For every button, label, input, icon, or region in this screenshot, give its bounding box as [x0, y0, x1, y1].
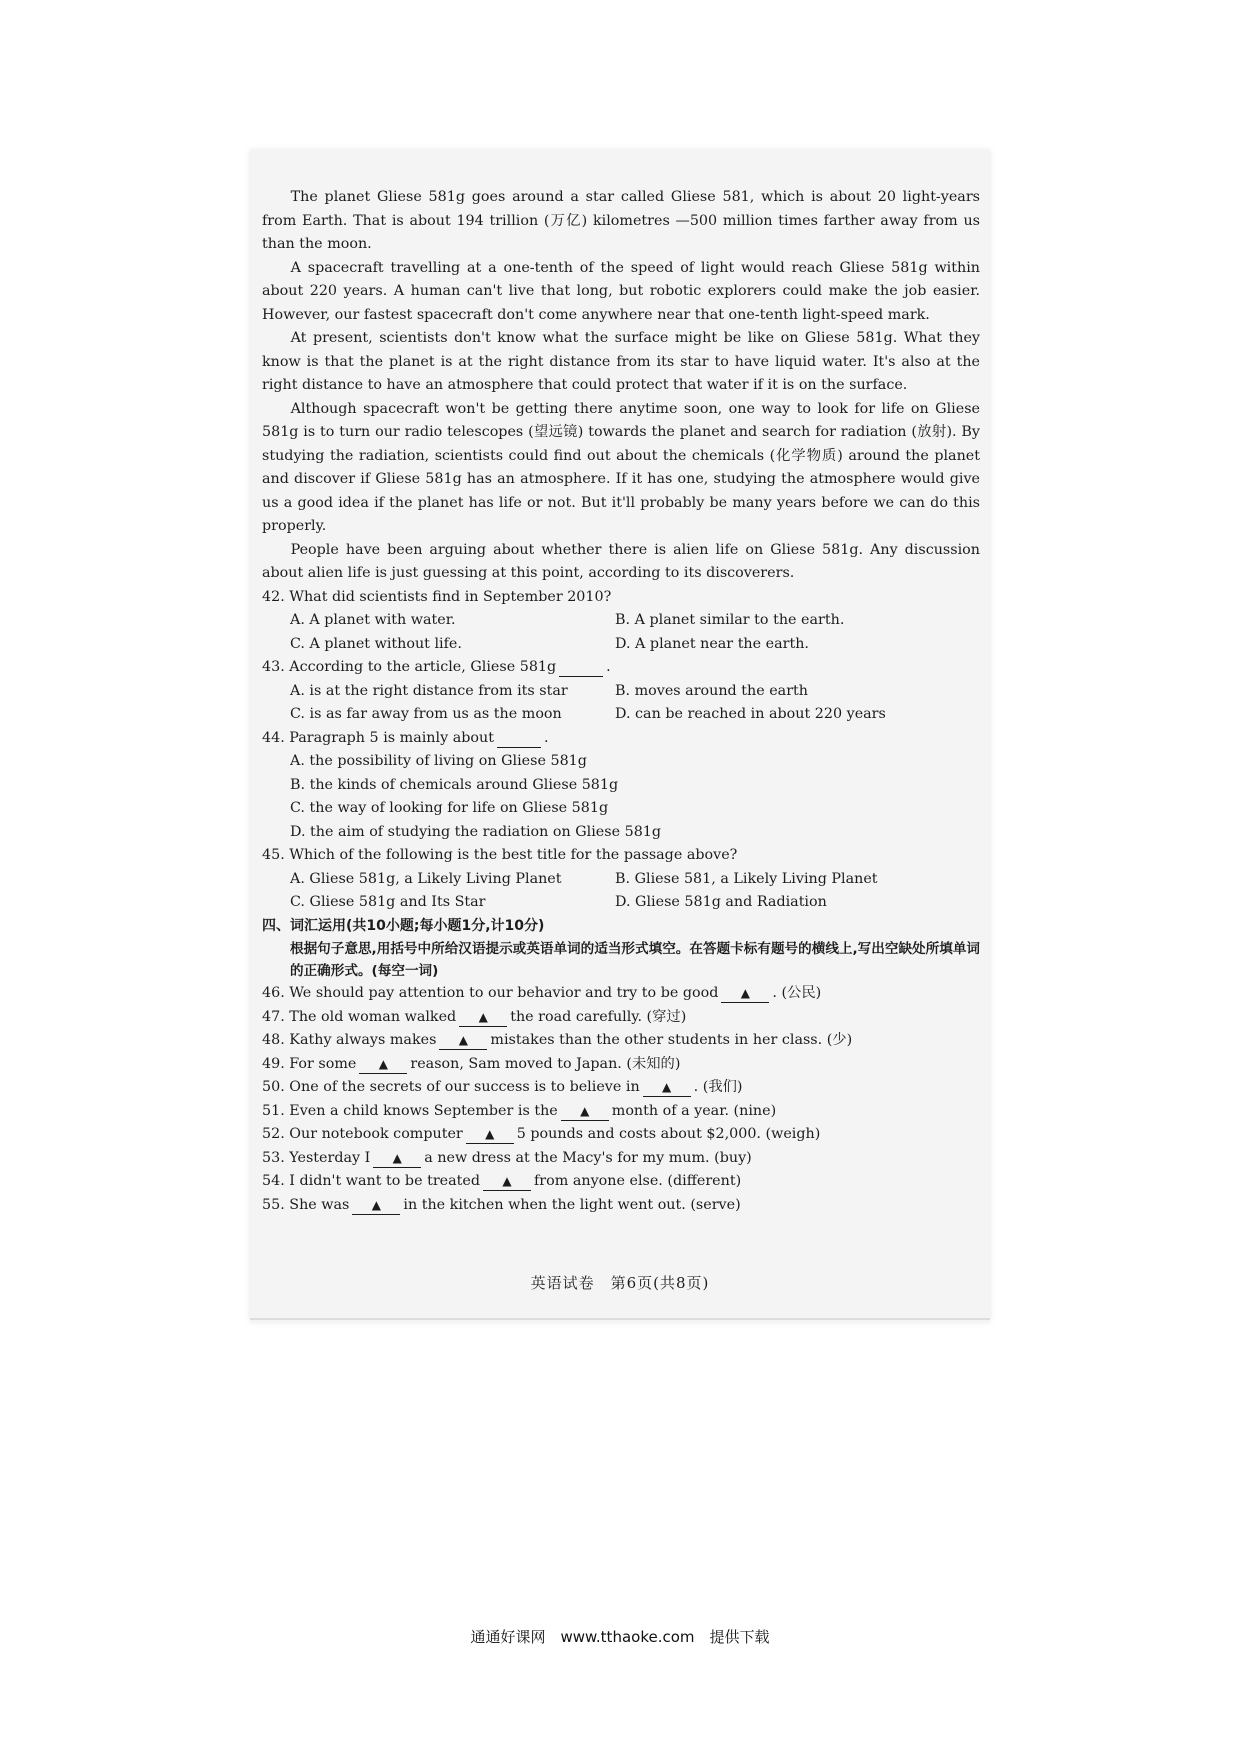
answer-blank — [466, 1125, 514, 1144]
question-stem: 45. Which of the following is the best title for the passage above? — [262, 847, 738, 863]
fill-item-text: 46. We should pay attention to our behavior and try to be good — [262, 985, 719, 1001]
option-c: C. A planet without life. — [290, 635, 462, 652]
triangle-icon: ▲ — [378, 1056, 388, 1071]
answer-blank — [459, 1008, 507, 1027]
question-stem-end: . — [606, 659, 611, 675]
fill-item-50 — [262, 1076, 980, 1100]
answer-blank — [352, 1196, 400, 1215]
fill-item-hint: . (公民) — [772, 985, 822, 1001]
passage-paragraph-3: At present, scientists don't know what the surface might be like on Gliese 581g. What they know is that the planet is at the right distance from its star to have liquid water. It's also at the right distance to have an atmosphere that could protect that water if it is on the surface. — [262, 330, 980, 393]
option-a: A. the possibility of living on Gliese 581g — [290, 753, 587, 769]
answer-blank — [373, 1149, 421, 1168]
fill-item-hint: . (我们) — [693, 1079, 743, 1095]
fill-item-hint: mistakes than the other students in her class. (少) — [490, 1032, 853, 1048]
fill-item-hint: in the kitchen when the light went out. (serve) — [403, 1196, 741, 1213]
fill-item-55 — [262, 1194, 980, 1218]
option-c: C. the way of looking for life on Gliese 581g — [290, 800, 609, 816]
fill-item-hint: a new dress at the Macy's for my mum. (buy) — [424, 1149, 752, 1166]
answer-blank — [561, 1102, 609, 1121]
fill-item-47 — [262, 1006, 980, 1030]
fill-item-hint: from anyone else. (different) — [534, 1173, 742, 1189]
fill-item-53 — [262, 1147, 980, 1171]
fill-item-49 — [262, 1053, 980, 1077]
fill-item-text: 52. Our notebook computer — [262, 1126, 463, 1142]
fill-item-text: 55. She was — [262, 1196, 350, 1213]
fill-item-52 — [262, 1123, 980, 1147]
site-footer: 通通好课网 www.tthaoke.com 提供下载 — [470, 1628, 770, 1646]
fill-item-54 — [262, 1170, 980, 1194]
fill-item-hint: reason, Sam moved to Japan. (未知的) — [410, 1055, 681, 1072]
fill-item-48 — [262, 1029, 980, 1053]
question-stem — [262, 727, 980, 751]
triangle-icon: ▲ — [371, 1197, 381, 1212]
answer-blank — [721, 984, 769, 1003]
fill-item-text: 54. I didn't want to be treated — [262, 1173, 481, 1189]
fill-item-text: 49. For some — [262, 1055, 357, 1072]
option-b: B. the kinds of chemicals around Gliese 581g — [290, 776, 619, 793]
passage-paragraph-1: The planet Gliese 581g goes around a star called Gliese 581, which is about 20 light-years from Earth. That is about 194 trillion (万亿) kilometres —500 million times farther away from us than the moon. — [262, 189, 980, 252]
triangle-icon: ▲ — [392, 1150, 402, 1165]
answer-blank — [497, 729, 541, 748]
answer-blank — [483, 1172, 531, 1191]
question-44 — [262, 727, 980, 845]
question-43 — [262, 656, 980, 727]
fill-item-hint: month of a year. (nine) — [611, 1102, 777, 1119]
triangle-icon: ▲ — [580, 1103, 590, 1118]
option-d: D. the aim of studying the radiation on Gliese 581g — [290, 823, 662, 840]
section-instruction: 根据句子意思,用括号中所给汉语提示或英语单词的适当形式填空。在答题卡标有题号的横线上,写出空缺处所填单词的正确形式。(每空一词) — [290, 941, 981, 979]
triangle-icon: ▲ — [662, 1080, 672, 1094]
option-a: A. Gliese 581g, a Likely Living Planet — [290, 870, 562, 887]
fill-item-text: 50. One of the secrets of our success is to believe in — [262, 1079, 640, 1095]
fill-item-text: 47. The old woman walked — [262, 1008, 457, 1025]
option-list — [262, 680, 980, 727]
passage-paragraph-5: People have been arguing about whether there is alien life on Gliese 581g. Any discussion about alien life is just guessing at this point, according to its discoverers. — [262, 541, 980, 581]
fill-item-text: 48. Kathy always makes — [262, 1032, 437, 1048]
option-b: B. moves around the earth — [615, 682, 808, 699]
passage-paragraph-4: Although spacecraft won't be getting there anytime soon, one way to look for life on Gliese 581g is to turn our radio telescopes (望远镜) towards the planet and search for radiation (放射). By studying the radiation, scientists could find out about the chemicals (化学物质) around the planet and discover if Gliese 581g has an atmosphere. If it has one, studying the atmosphere would give us a good idea if the planet has life or not. But it'll probably be many years before we can do this properly. — [262, 400, 980, 534]
option-a: A. A planet with water. — [290, 612, 456, 628]
triangle-icon: ▲ — [502, 1174, 512, 1188]
question-stem-end: . — [543, 729, 549, 746]
passage-paragraph-2: A spacecraft travelling at a one-tenth of the speed of light would reach Gliese 581g within about 220 years. A human can't live that long, but robotic explorers could make the job easier. However, our fastest spacecraft don't come anywhere near that one-tenth light-speed mark. — [262, 259, 980, 323]
option-list — [262, 750, 980, 844]
question-stem: 42. What did scientists find in September 2010? — [262, 588, 612, 605]
option-c: C. Gliese 581g and Its Star — [290, 894, 486, 910]
triangle-icon: ▲ — [478, 1009, 488, 1024]
option-d: D. Gliese 581g and Radiation — [615, 894, 827, 910]
option-list — [262, 609, 980, 656]
question-stem — [262, 656, 980, 680]
question-42 — [262, 586, 980, 657]
question-stem-text: 43. According to the article, Gliese 581g — [262, 659, 557, 675]
option-b: B. A planet similar to the earth. — [615, 612, 845, 628]
option-d: D. A planet near the earth. — [615, 635, 809, 652]
question-stem-text: 44. Paragraph 5 is mainly about — [262, 729, 494, 746]
option-list — [262, 868, 980, 915]
fill-in-list — [262, 982, 980, 1217]
page-divider — [250, 1318, 990, 1320]
option-c: C. is as far away from us as the moon — [290, 706, 562, 722]
answer-blank — [559, 658, 603, 677]
question-45 — [262, 844, 980, 915]
fill-item-text: 51. Even a child knows September is the — [262, 1102, 558, 1119]
answer-blank — [439, 1031, 487, 1050]
triangle-icon: ▲ — [458, 1033, 469, 1047]
exam-sheet — [262, 186, 980, 1217]
fill-item-46 — [262, 982, 980, 1006]
fill-item-hint: 5 pounds and costs about $2,000. (weigh) — [516, 1126, 821, 1142]
fill-item-51 — [262, 1100, 980, 1124]
option-b: B. Gliese 581, a Likely Living Planet — [615, 870, 878, 887]
option-d: D. can be reached in about 220 years — [615, 706, 886, 722]
triangle-icon: ▲ — [485, 1127, 495, 1141]
option-a: A. is at the right distance from its star — [290, 682, 568, 699]
answer-blank — [643, 1078, 691, 1097]
section-heading: 四、词汇运用(共10小题;每小题1分,计10分) — [262, 917, 545, 934]
page-footer: 英语试卷 第6页(共8页) — [530, 1274, 710, 1292]
fill-item-text: 53. Yesterday I — [262, 1149, 371, 1166]
answer-blank — [359, 1055, 407, 1074]
fill-item-hint: the road carefully. (穿过) — [510, 1008, 687, 1025]
triangle-icon: ▲ — [740, 986, 750, 1000]
